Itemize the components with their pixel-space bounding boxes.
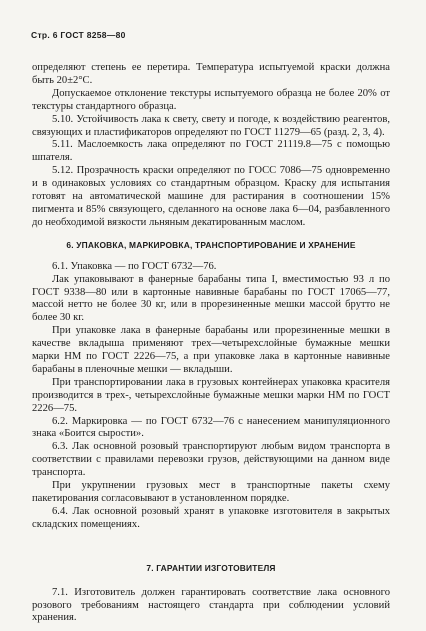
paragraph: 5.11. Маслоемкость лака определяют по ГОСТ 21119.8—75 с помощью шпателя. (32, 139, 390, 164)
paragraph: Допускаемое отклонение текстуры испытуемого образца не более 20% от текстуры стандартного образца. (32, 87, 390, 112)
paragraph: 5.12. Прозрачность краски определяют по ГОСС 7086—75 одновременно и в одинаковых условиях со стандартным образцом. Краску для испытания готовят на автоматической машине для растирания в соотношении 15% пигмента и 85% связующего, сделанного на основе лака 6—04, разбавленного до необходимой вязкости льняным декатированным маслом. (32, 165, 390, 228)
page-content (32, 62, 390, 625)
page-header: Стр. 6 ГОСТ 8258—80 (31, 30, 126, 40)
paragraph: 6.2. Маркировка — по ГОСТ 6732—76 с нанесением манипуляционного знака «Боится сырости». (32, 415, 390, 440)
section-heading-7: 7. ГАРАНТИИ ИЗГОТОВИТЕЛЯ (146, 562, 276, 573)
section-heading-6: 6. УПАКОВКА, МАРКИРОВКА, ТРАНСПОРТИРОВАНИЕ И ХРАНЕНИЕ (66, 239, 356, 250)
paragraph: При упаковке лака в фанерные барабаны или прорезиненные мешки в качестве вкладыша применяют трех—четырехслойные бумажные мешки марки НМ по ГОСТ 2226—75, а при упаковке лака в картонные навивные барабаны в пленочные мешки — вкладыши. (32, 325, 390, 375)
paragraph: При транспортировании лака в грузовых контейнерах упаковка красителя производится в трех-, четырехслойные бумажные мешки марки НМ по ГОСТ 2226—75. (32, 376, 390, 414)
paragraph: Лак упаковывают в фанерные барабаны типа I, вместимостью 93 л по ГОСТ 9338—80 или в картонные навивные барабаны по ГОСТ 17065—77, массой нетто не более 30 кг, или в прорезиненные мешки массой брутто не более 30 кг. (32, 273, 390, 324)
paragraph: 6.3. Лак основной розовый транспортируют любым видом транспорта в соответствии с правилами перевозки грузов, действующими на данном виде транспорта. (32, 441, 390, 479)
paragraph: При укрупнении грузовых мест в транспортные пакеты схему пакетирования согласовывают в установленном порядке. (32, 480, 390, 504)
paragraph: 6.1. Упаковка — по ГОСТ 6732—76. (52, 260, 217, 272)
paragraph: 6.4. Лак основной розовый хранят в упаковке изготовителя в закрытых складских помещениях. (32, 505, 390, 530)
paragraph: 5.10. Устойчивость лака к свету, свету и погоде, к воздействию реагентов, связующих и пластификаторов определяют по ГОСТ 11279—65 (разд. 2, 3, 4). (32, 113, 390, 138)
paragraph: определяют степень ее перетира. Температура испытуемой краски должна быть 20±2°С. (32, 62, 390, 86)
paragraph: 7.1. Изготовитель должен гарантировать соответствие лака основного розового требованиям настоящего стандарта при соблюдении условий хранения. (32, 586, 390, 624)
